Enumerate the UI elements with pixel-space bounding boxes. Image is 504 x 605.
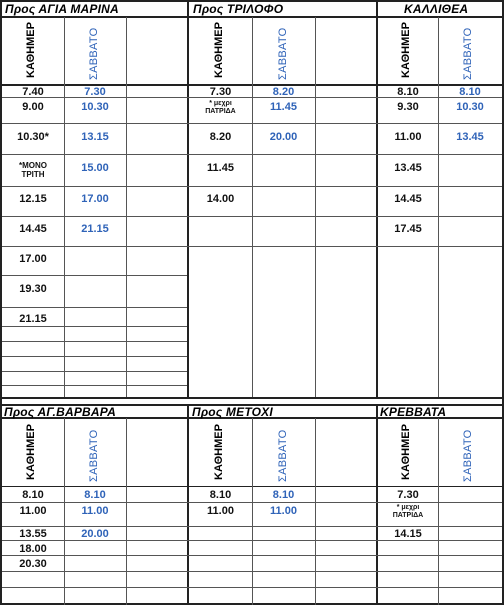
time-saturday: 20.00 xyxy=(81,528,109,540)
section-title-kallithea: ΚΑΛΛΙΘΕΑ xyxy=(404,2,469,16)
time-daily: 17.00 xyxy=(19,253,47,265)
col-header-saturday: ΣΑΒΒΑΤΟ xyxy=(88,27,100,80)
col-header-saturday: ΣΑΒΒΑΤΟ xyxy=(462,429,474,482)
time-saturday: 10.30 xyxy=(456,101,484,113)
time-daily: 11.00 xyxy=(207,505,234,517)
time-saturday: 13.45 xyxy=(456,131,484,143)
time-daily: 21.15 xyxy=(19,313,47,325)
time-saturday: 11.00 xyxy=(270,505,297,517)
section-title-krevvata: ΚΡΕΒΒΑΤΑ xyxy=(380,405,447,419)
time-daily: 7.40 xyxy=(22,86,44,98)
time-daily: 10.30* xyxy=(17,131,49,143)
time-saturday: 17.00 xyxy=(81,193,109,205)
time-daily: 8.10 xyxy=(22,489,44,501)
time-note: * μεχρι ΠΑΤΡΙΔΑ xyxy=(205,100,236,115)
time-daily: 7.30 xyxy=(209,86,232,98)
time-daily: 11.00 xyxy=(19,505,47,517)
time-daily: 13.55 xyxy=(19,528,47,540)
time-daily: 14.15 xyxy=(394,528,422,540)
time-daily: 12.15 xyxy=(19,193,47,205)
col-header-daily: ΚΑΘΗΜΕΡ xyxy=(213,22,225,78)
time-daily: 14.45 xyxy=(19,223,47,235)
time-saturday: 8.10 xyxy=(84,489,106,501)
col-header-saturday: ΣΑΒΒΑΤΟ xyxy=(277,27,289,80)
section-title-ag-varvara: Προς ΑΓ.ΒΑΡΒΑΡΑ xyxy=(4,405,116,419)
time-daily: 11.00 xyxy=(394,131,422,143)
time-saturday: 20.00 xyxy=(269,131,298,143)
time-daily: 19.30 xyxy=(19,283,47,295)
col-header-saturday: ΣΑΒΒΑΤΟ xyxy=(277,429,289,482)
time-daily: 11.45 xyxy=(207,162,234,174)
time-saturday: 8.20 xyxy=(272,86,295,98)
time-daily: 14.00 xyxy=(206,193,235,205)
time-saturday: 13.15 xyxy=(81,131,109,143)
time-daily: 9.00 xyxy=(22,101,44,113)
col-header-daily: ΚΑΘΗΜΕΡ xyxy=(25,22,37,78)
time-saturday: 15.00 xyxy=(81,162,109,174)
time-saturday: 8.10 xyxy=(459,86,481,98)
time-daily: 7.30 xyxy=(397,489,419,501)
time-note: * μεχρι ΠΑΤΡΙΔΑ xyxy=(392,504,424,519)
time-daily: 20.30 xyxy=(19,558,47,570)
time-daily: 8.20 xyxy=(209,131,232,143)
time-daily: 17.45 xyxy=(394,223,422,235)
time-note: *ΜΟΝΟ ΤΡΙΤΗ xyxy=(19,161,47,179)
time-saturday: 11.45 xyxy=(270,101,297,113)
time-daily: 8.10 xyxy=(209,489,232,501)
time-saturday: 11.00 xyxy=(81,505,109,517)
col-header-daily: ΚΑΘΗΜΕΡ xyxy=(400,22,412,78)
time-saturday: 21.15 xyxy=(81,223,109,235)
time-daily: 9.30 xyxy=(397,101,419,113)
time-saturday: 8.10 xyxy=(272,489,295,501)
time-daily: 8.10 xyxy=(397,86,419,98)
col-header-daily: ΚΑΘΗΜΕΡ xyxy=(25,424,37,480)
time-daily: 14.45 xyxy=(394,193,422,205)
time-daily: 13.45 xyxy=(394,162,422,174)
time-saturday: 7.30 xyxy=(84,86,106,98)
section-title-metochi: Προς ΜΕΤΟΧΙ xyxy=(192,405,273,419)
time-saturday: 10.30 xyxy=(81,101,109,113)
col-header-daily: ΚΑΘΗΜΕΡ xyxy=(213,424,225,480)
section-title-trilofo: Προς ΤΡΙΛΟΦΟ xyxy=(193,2,284,16)
time-daily: 18.00 xyxy=(19,543,47,555)
col-header-saturday: ΣΑΒΒΑΤΟ xyxy=(88,429,100,482)
section-title-agia-marina: Προς ΑΓΙΑ ΜΑΡΙΝΑ xyxy=(5,2,119,16)
col-header-saturday: ΣΑΒΒΑΤΟ xyxy=(462,27,474,80)
col-header-daily: ΚΑΘΗΜΕΡ xyxy=(400,424,412,480)
